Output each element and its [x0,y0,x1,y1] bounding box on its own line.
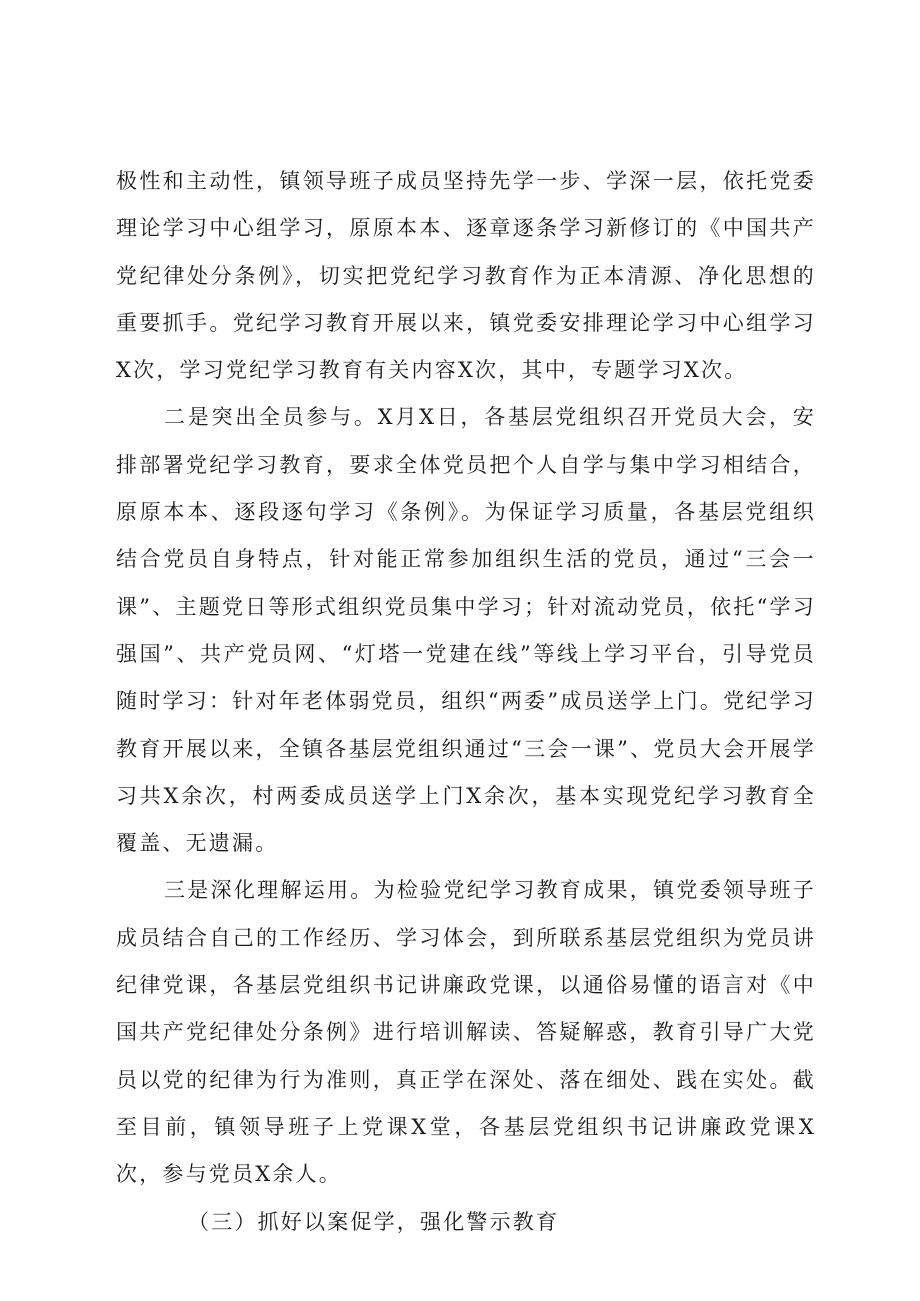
document-body [116,158,816,1246]
paragraph-full-participation: 二是突出全员参与。X月X日，各基层党组织召开党员大会，安排部署党纪学习教育，要求全体党员把个人自学与集中学习相结合，原原本本、逐段逐句学习《条例》。为保证学习质量，各基层党组织结合党员自身特点，针对能正常参加组织生活的党员，通过“三会一课”、主题党日等形式组织党员集中学习；针对流动党员，依托“学习强国”、共产党员网、“灯塔一党建在线”等线上学习平台，引导党员随时学习：针对年老体弱党员，组织“两委”成员送学上门。党纪学习教育开展以来，全镇各基层党组织通过“三会一课”、党员大会开展学习共X余次，村两委成员送学上门X余次，基本实现党纪学习教育全覆盖、无遗漏。 [116,405,816,856]
paragraph-deepen-understanding: 三是深化理解运用。为检验党纪学习教育成果，镇党委领导班子成员结合自己的工作经历、学习体会，到所联系基层党组织为党员讲纪律党课，各基层党组织书记讲廉政党课，以通俗易懂的语言对《中国共产党纪律处分条例》进行培训解读、答疑解惑，教育引导广大党员以党的纪律为行为准则，真正学在深处、落在细处、践在实处。截至目前，镇领导班子上党课X堂，各基层党组织书记讲廉政党课X次，参与党员X余人。 [116,878,816,1187]
section-heading: （三）抓好以案促学，强化警示教育 [188,1209,560,1234]
paragraph-continuation: 极性和主动性，镇领导班子成员坚持先学一步、学深一层，依托党委理论学习中心组学习，原原本本、逐章逐条学习新修订的《中国共产党纪律处分条例》，切实把党纪学习教育作为正本清源、净化思想的重要抓手。党纪学习教育开展以来，镇党委安排理论学习中心组学习X次，学习党纪学习教育有关内容X次，其中，专题学习X次。 [116,169,816,383]
